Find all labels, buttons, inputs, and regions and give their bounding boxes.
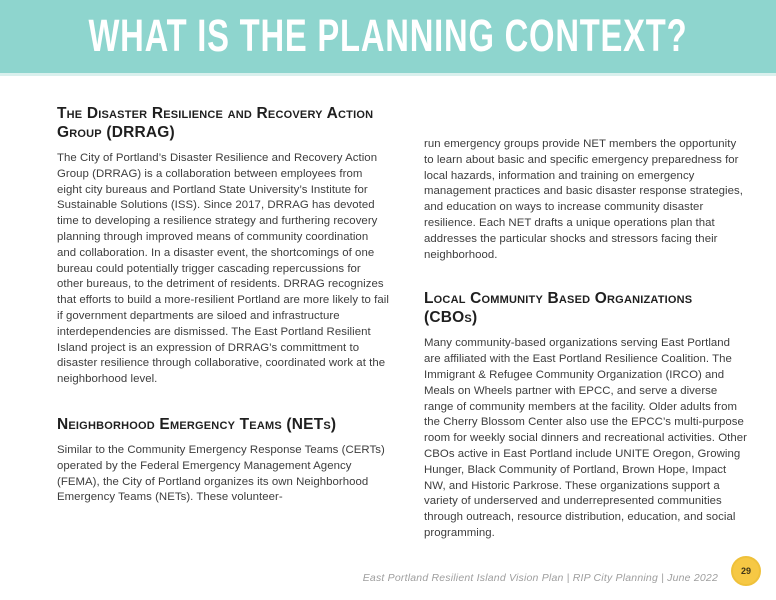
- section-body-nets-continued: run emergency groups provide NET members the opportunity to learn about basic and specific emergency preparedness for local hazards, information and training on emergency management practices and basic disaster response strategies, and education on ways to increase community disaster resilience. Each NET drafts a unique operations plan that addresses the particular shocks and stressors facing their neighborhood.: [424, 138, 743, 261]
- footer-citation: East Portland Resilient Island Vision Plan | RIP City Planning | June 2022: [362, 572, 718, 584]
- section-body-cbos: Many community-based organizations serving East Portland are affiliated with the East Portland Resilience Coalition. The Immigrant & Refugee Community Organization (IRCO) and Meals on Wheels partner with EPCC, and serve a diverse range of community members at the facility. Older adults from the Cherry Blossom Center also use the EPCC’s multi-purpose room for weekly social dinners and recreational activities. Other CBOs active in East Portland include UNITE Oregon, Growing Hunger, Black Community of Portland, Brown Hope, Impact NW, and Historic Parkrose. These organizations support a variety of underserved and underrepresented communities through outreach, resource distribution, education, and social programming.: [424, 337, 747, 539]
- section-nets: [57, 415, 389, 506]
- page-header: [0, 0, 776, 76]
- section-heading-cbos: Local Community Based Organizations (CBOs): [424, 290, 693, 327]
- left-column: [57, 104, 389, 506]
- section-body-drrag: The City of Portland’s Disaster Resilience and Recovery Action Group (DRRAG) is a collaboration between employees from eight city bureaus and Portland State University’s Institute for Sustainable Solutions (ISS). Since 2017, DRRAG has devoted time to developing a resilience strategy and furthering recovery planning through improved means of community coordination and collaboration. In a disaster event, the shortcomings of one bureau could potentially trigger cascading repercussions for other bureaus, to the detriment of residents. DRRAG recognizes that efforts to build a more-resilient Portland are more likely to fail if government departments are siloed and infrastructure interdependencies are dismissed. The East Portland Resilient Island project is an expression of DRRAG’s committment to disaster resilience through collaborative, coordinated work at the neighborhood level.: [57, 152, 389, 386]
- section-heading-drrag: The Disaster Resilience and Recovery Action Group (DRRAG): [57, 105, 374, 141]
- page-number-badge: 29: [731, 556, 761, 586]
- section-body-nets: Similar to the Community Emergency Response Teams (CERTs) operated by the Federal Emergency Management Agency (FEMA), the City of Portland organizes its own Neighborhood Emergency Teams (NETs). These volunteer-: [57, 443, 385, 504]
- section-nets-continued: [424, 137, 748, 263]
- section-heading-nets: Neighborhood Emergency Teams (NETs): [57, 415, 337, 433]
- page-title: WHAT IS THE PLANNING CONTEXT?: [88, 9, 688, 61]
- right-column: [424, 104, 748, 542]
- section-drrag: [57, 104, 389, 388]
- section-cbos: [424, 289, 748, 541]
